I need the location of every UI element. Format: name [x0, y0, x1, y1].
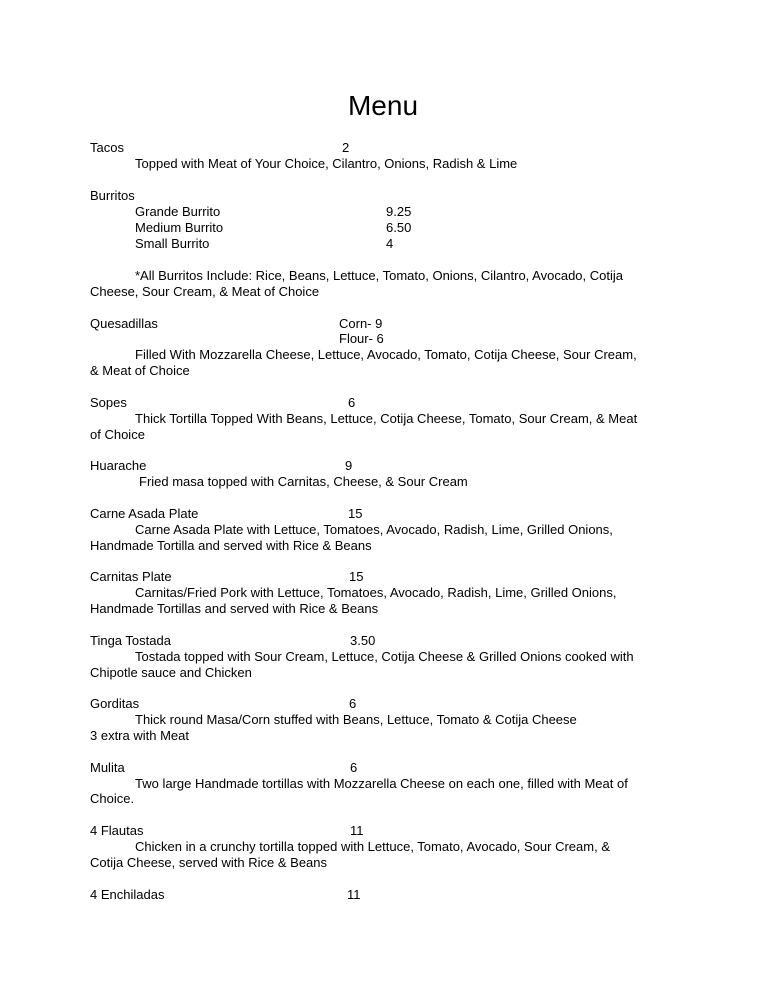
- item-name-mulita: Mulita: [90, 760, 125, 775]
- item-desc-flautas: Chicken in a crunchy tortilla topped with Lettuce, Tomato, Avocado, Sour Cream, &: [135, 839, 610, 854]
- item-desc-gorditas: Thick round Masa/Corn stuffed with Beans, Lettuce, Tomato & Cotija Cheese: [135, 712, 577, 727]
- item-name-tacos: Tacos: [90, 140, 124, 155]
- burrito-size-name: Grande Burrito: [135, 204, 221, 219]
- item-price-quesadillas-flour: Flour- 6: [339, 331, 384, 346]
- item-price-enchiladas: 11: [347, 887, 361, 902]
- item-name-tinga: Tinga Tostada: [90, 633, 171, 648]
- item-desc-tacos: Topped with Meat of Your Choice, Cilantro, Onions, Radish & Lime: [135, 156, 518, 171]
- item-desc-flautas: Cotija Cheese, served with Rice & Beans: [90, 855, 328, 870]
- item-desc-mulita: Two large Handmade tortillas with Mozzarella Cheese on each one, filled with Meat of: [135, 776, 628, 791]
- item-desc-tinga: Chipotle sauce and Chicken: [90, 665, 252, 680]
- item-desc-quesadillas: Filled With Mozzarella Cheese, Lettuce, Avocado, Tomato, Cotija Cheese, Sour Cream,: [135, 347, 637, 362]
- burrito-note: *All Burritos Include: Rice, Beans, Lettuce, Tomato, Onions, Cilantro, Avocado, Cotija: [135, 268, 623, 283]
- item-price-gorditas: 6: [349, 696, 357, 711]
- item-name-enchiladas: 4 Enchiladas: [90, 887, 165, 902]
- item-desc-carne-asada: Carne Asada Plate with Lettuce, Tomatoes, Avocado, Radish, Lime, Grilled Onions,: [135, 522, 613, 537]
- item-desc-quesadillas: & Meat of Choice: [90, 363, 190, 378]
- item-desc-carnitas: Handmade Tortillas and served with Rice & Beans: [90, 601, 379, 616]
- item-name-burritos: Burritos: [90, 188, 135, 203]
- item-price-flautas: 11: [350, 823, 364, 838]
- burrito-size-name: Small Burrito: [135, 236, 210, 251]
- item-name-flautas: 4 Flautas: [90, 823, 144, 838]
- item-price-mulita: 6: [350, 760, 358, 775]
- burrito-size-price: 9.25: [386, 204, 412, 219]
- item-desc-sopes: of Choice: [90, 427, 145, 442]
- item-name-huarache: Huarache: [90, 458, 147, 473]
- item-price-sopes: 6: [348, 395, 356, 410]
- burrito-size-price: 6.50: [386, 220, 412, 235]
- item-name-carnitas: Carnitas Plate: [90, 569, 172, 584]
- burrito-size-name: Medium Burrito: [135, 220, 224, 235]
- item-name-sopes: Sopes: [90, 395, 127, 410]
- item-desc-sopes: Thick Tortilla Topped With Beans, Lettuce, Cotija Cheese, Tomato, Sour Cream, & Meat: [135, 411, 638, 426]
- burrito-size-price: 4: [386, 236, 394, 251]
- item-desc-tinga: Tostada topped with Sour Cream, Lettuce, Cotija Cheese & Grilled Onions cooked with: [135, 649, 634, 664]
- item-price-quesadillas-corn: Corn- 9: [339, 316, 383, 331]
- item-name-quesadillas: Quesadillas: [90, 316, 158, 331]
- item-desc-gorditas: 3 extra with Meat: [90, 728, 189, 743]
- item-price-huarache: 9: [345, 458, 353, 473]
- burrito-note: Cheese, Sour Cream, & Meat of Choice: [90, 284, 320, 299]
- item-desc-huarache: Fried masa topped with Carnitas, Cheese, & Sour Cream: [139, 474, 468, 489]
- page-title: Menu: [347, 90, 419, 121]
- item-price-carnitas: 15: [349, 569, 364, 584]
- item-desc-carne-asada: Handmade Tortilla and served with Rice & Beans: [90, 538, 372, 553]
- item-name-carne-asada: Carne Asada Plate: [90, 506, 199, 521]
- item-desc-carnitas: Carnitas/Fried Pork with Lettuce, Tomatoes, Avocado, Radish, Lime, Grilled Onions,: [135, 585, 617, 600]
- item-desc-mulita: Choice.: [90, 791, 135, 806]
- item-name-gorditas: Gorditas: [90, 696, 140, 711]
- item-price-tacos: 2: [342, 140, 350, 155]
- item-price-tinga: 3.50: [350, 633, 376, 648]
- item-price-carne-asada: 15: [348, 506, 363, 521]
